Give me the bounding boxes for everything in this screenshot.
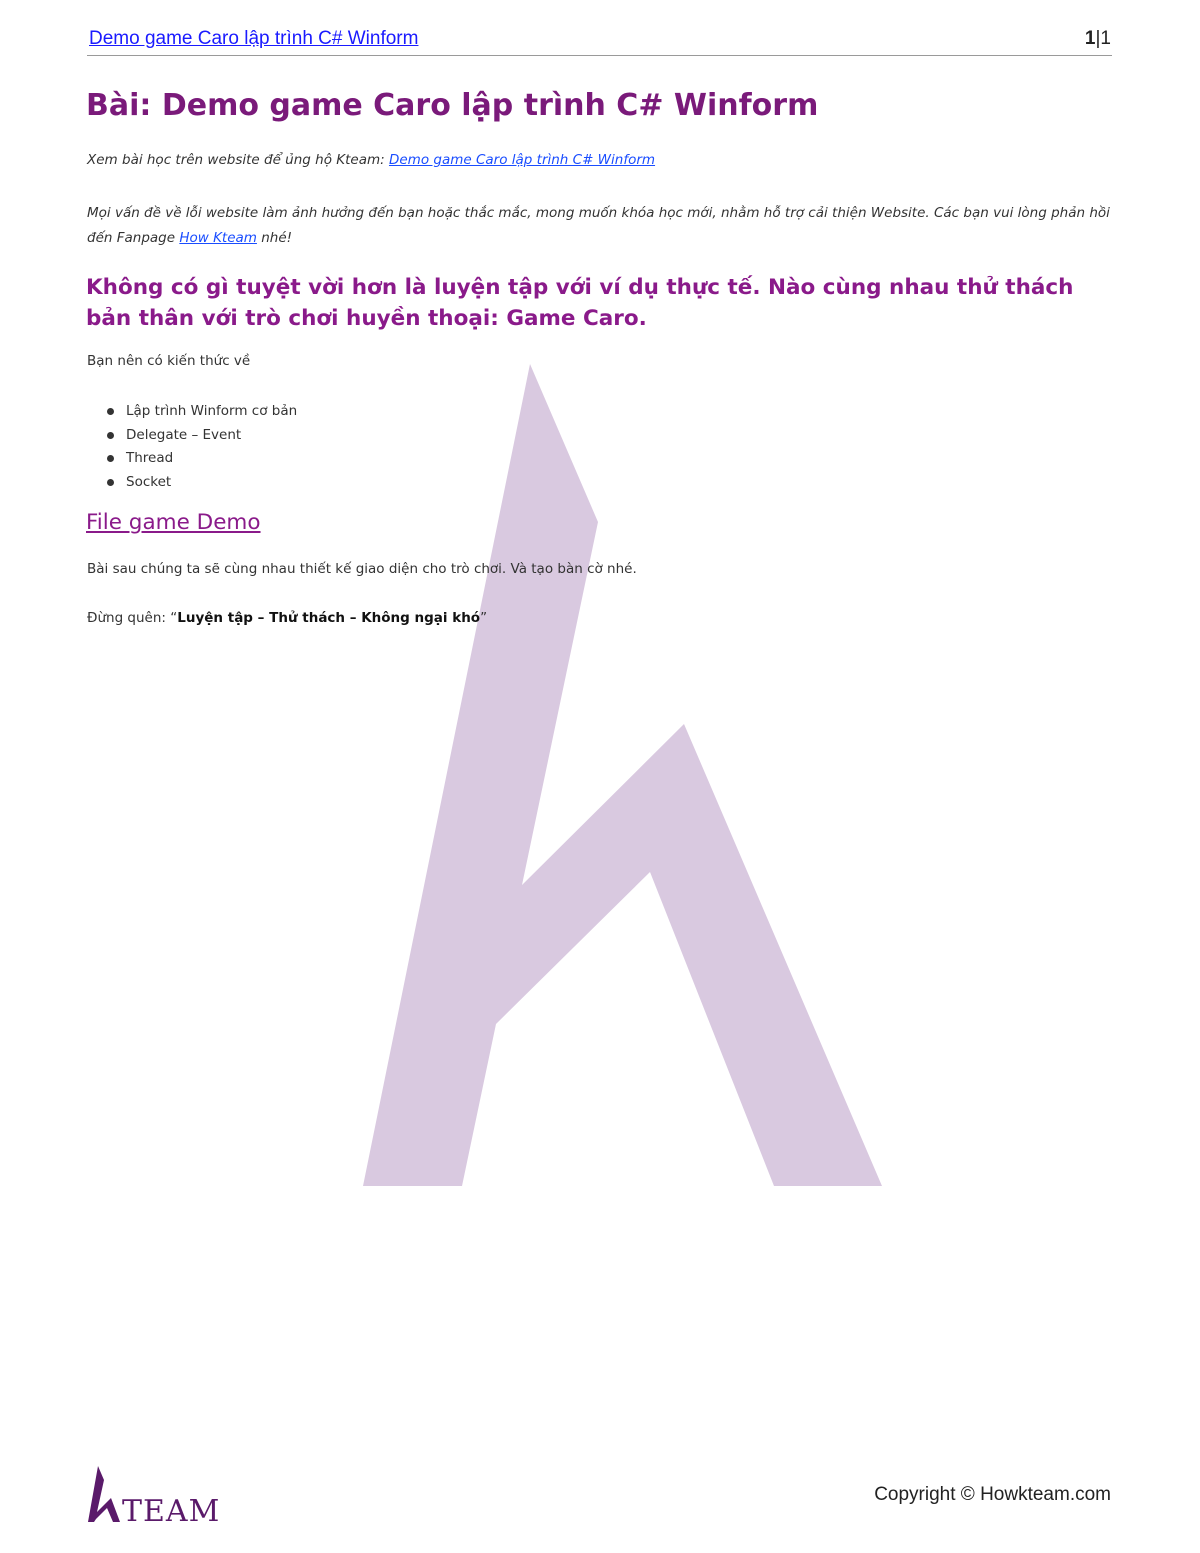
prerequisite-list — [107, 400, 297, 494]
list-item-label: Lập trình Winform cơ bản — [126, 403, 298, 419]
bullet-icon — [107, 479, 114, 486]
file-game-demo-heading[interactable]: File game Demo — [86, 510, 261, 535]
next-lesson-text: Bài sau chúng ta sẽ cùng nhau thiết kế giao diện cho trò chơi. Và tạo bàn cờ nhé. — [87, 561, 637, 577]
list-item-label: Socket — [126, 473, 172, 490]
website-note-text: Xem bài học trên website để ủng hộ Kteam: — [87, 152, 389, 168]
page-total: 1 — [1100, 28, 1111, 49]
list-item — [107, 400, 297, 424]
copyright-text: Copyright © Howkteam.com — [874, 1484, 1111, 1505]
website-lesson-link[interactable]: Demo game Caro lập trình C# Winform — [388, 152, 656, 168]
feedback-note-suffix: nhé! — [256, 230, 293, 246]
fanpage-link[interactable]: How Kteam — [179, 230, 257, 246]
page-title: Bài: Demo game Caro lập trình C# Winform — [86, 88, 819, 123]
header-divider — [87, 55, 1112, 56]
lesson-intro-heading: Không có gì tuyệt vời hơn là luyện tập với ví dụ thực tế. Nào cùng nhau thử thách bản thân với trò chơi huyền thoại: Game Caro. — [86, 275, 1074, 331]
motto-suffix: ” — [480, 610, 488, 626]
list-item-label: Thread — [126, 450, 174, 467]
bullet-icon — [107, 455, 114, 462]
motto-prefix: Đừng quên: “ — [87, 610, 178, 626]
page-separator: | — [1095, 28, 1101, 49]
list-item-label: Delegate – Event — [126, 426, 242, 443]
logo-text: TEAM — [122, 1494, 221, 1529]
motto-bold: Luyện tập – Thử thách – Không ngại khó — [177, 610, 481, 626]
prerequisite-intro: Bạn nên có kiến thức về — [87, 353, 251, 369]
list-item — [107, 471, 297, 495]
bullet-icon — [107, 408, 114, 415]
bullet-icon — [107, 432, 114, 439]
header-lesson-link[interactable]: Demo game Caro lập trình C# Winform — [89, 28, 419, 49]
page-current: 1 — [1084, 28, 1096, 49]
list-item — [107, 447, 297, 471]
page-number — [1085, 28, 1111, 50]
website-note — [87, 152, 655, 168]
motto-text — [87, 610, 487, 626]
feedback-note-text: Mọi vấn đề về lỗi website làm ảnh hưởng đến bạn hoặc thắc mắc, mong muốn khóa học mới, nhằm hỗ trợ cải thiện Website. Các bạn vui lòng phản hồi đến Fanpage — [87, 205, 1110, 246]
feedback-note — [87, 201, 1117, 251]
list-item — [107, 424, 297, 448]
